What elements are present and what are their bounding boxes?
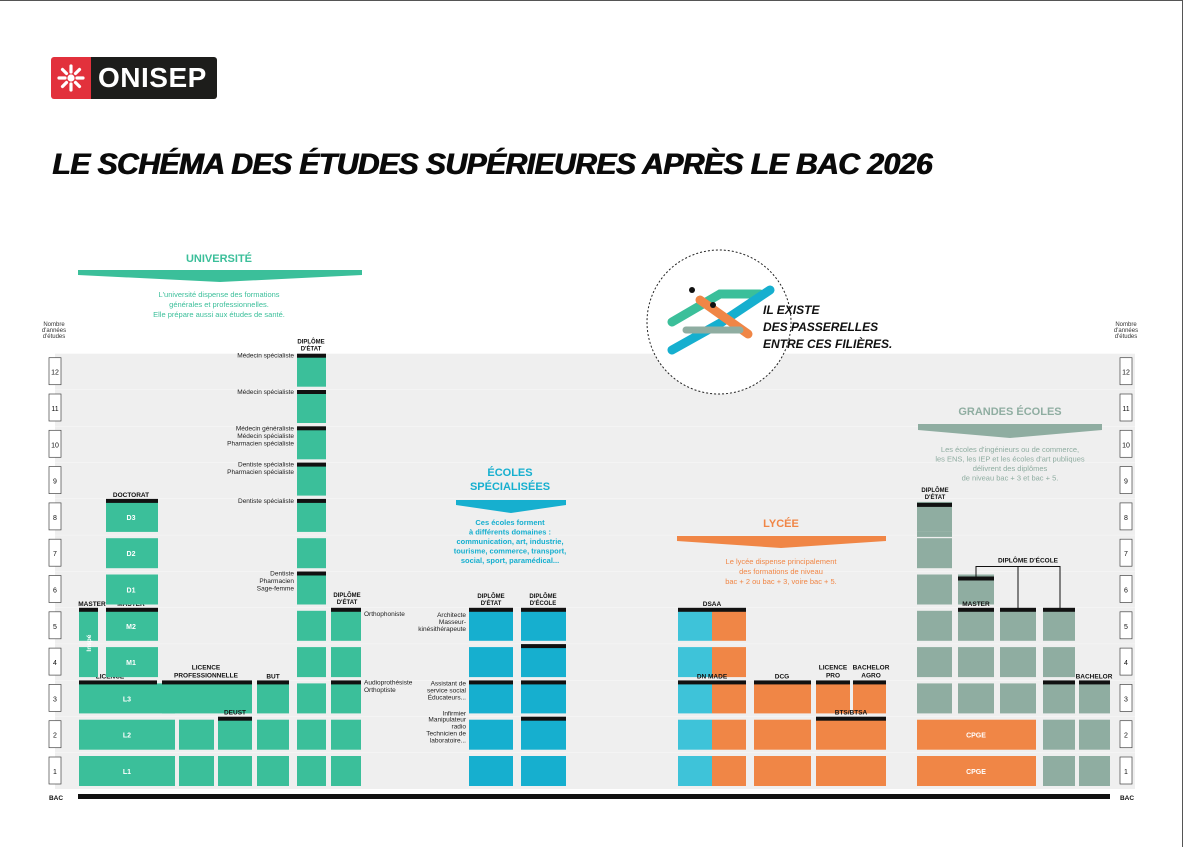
- year-number: 7: [53, 551, 57, 559]
- ecoles-desc: tourisme, commerce, transport,: [453, 546, 567, 556]
- ecole-diplome-etat-label: DIPLÔME: [477, 593, 505, 600]
- axis-header: Nombre: [1115, 322, 1137, 328]
- master-bar: [79, 608, 98, 612]
- year-number: 6: [53, 587, 57, 595]
- lp-bar: [162, 680, 252, 684]
- dn-made-block: [678, 683, 712, 713]
- axis-header: d'études: [42, 334, 66, 340]
- sante-block: [297, 357, 326, 387]
- sante-label: Pharmacien spécialiste: [227, 440, 294, 448]
- sante-label: Dentiste spécialiste: [238, 461, 294, 469]
- bts-block: [816, 720, 886, 750]
- ge-ecole-block: [1000, 647, 1036, 677]
- inspe-label: Inspé: [86, 634, 93, 652]
- sante-label: Médecin spécialiste: [237, 432, 294, 440]
- year-number: 9: [53, 478, 57, 486]
- ge-bachelor-block: [1079, 720, 1110, 750]
- ge-ecole-block: [1043, 611, 1075, 641]
- audio-label: Orthoptiste: [364, 686, 396, 694]
- job-label: kinésithérapeute: [418, 625, 466, 633]
- ge-master-block: [958, 611, 994, 641]
- d2-label: D2: [126, 551, 136, 559]
- bagro-label: AGRO: [861, 672, 881, 680]
- m2-label: M2: [126, 623, 136, 631]
- dn-made-block: [678, 756, 712, 786]
- dsaa-block: [712, 611, 746, 641]
- ge-bachelor-block: [1043, 756, 1075, 786]
- sante-label: Dentiste: [270, 570, 294, 578]
- doctorat-bar: [106, 499, 158, 503]
- ge-etat-block: [917, 575, 952, 605]
- year-band: [55, 499, 1135, 535]
- year-number: 5: [53, 623, 57, 631]
- ge-etat-block: [917, 532, 952, 537]
- sante-diplome-label: DIPLÔME: [297, 339, 325, 346]
- year-number: 9: [1124, 478, 1128, 486]
- ge-etat-bar: [917, 503, 952, 507]
- bts-label: BTS/BTSA: [834, 709, 868, 717]
- ecole-diplome-ecole-label: D'ÉCOLE: [529, 600, 557, 607]
- ecoles-desc: à différents domaines :: [468, 527, 552, 537]
- lp-block: [179, 756, 214, 786]
- ge-etat-block: [917, 647, 952, 677]
- bac-label: BAC: [48, 795, 64, 802]
- bagro-label: BACHELOR: [852, 664, 890, 672]
- sante-label: Sage-femme: [256, 585, 294, 593]
- l1-label: L1: [122, 769, 132, 776]
- lp-label: PROFESSIONNELLE: [174, 672, 238, 680]
- paramed-block: [331, 720, 361, 750]
- m1-label: M1: [126, 660, 136, 668]
- page-title: LE SCHÉMA DES ÉTUDES SUPÉRIEURES APRÈS LE BAC 2026: [52, 148, 932, 181]
- lpro-label: PRO: [825, 672, 841, 680]
- axis-header: d'années: [41, 328, 67, 334]
- ge-etat-block: [917, 683, 952, 713]
- cpge-label: CPGE: [966, 732, 986, 740]
- sante-block: [297, 502, 326, 532]
- ge-etat-block: [917, 538, 952, 568]
- l3-label: L3: [122, 696, 132, 704]
- paramed-block: [331, 683, 361, 713]
- sante-bar: [297, 572, 326, 576]
- paramed-block: [331, 756, 361, 786]
- grandes-desc: Les écoles d'ingénieurs ou de commerce,: [940, 445, 1080, 454]
- person-icon: [710, 302, 716, 308]
- job-label: Architecte: [437, 611, 466, 619]
- deust-block: [218, 756, 252, 786]
- year-number: 3: [53, 696, 57, 704]
- dn-made-block: [712, 756, 746, 786]
- d1-label: D1: [126, 587, 136, 595]
- ge-ecole-block: [1043, 683, 1075, 713]
- person-icon: [689, 287, 695, 293]
- ge-ecole-block: [1000, 611, 1036, 641]
- lycee-title: LYCÉE: [763, 518, 799, 530]
- year-number: 4: [1124, 660, 1128, 668]
- bachelor-bar: [1079, 680, 1110, 684]
- l2-label: L2: [122, 732, 132, 740]
- sante-bar: [297, 499, 326, 503]
- paramed-diplome-label: D'ÉTAT: [336, 599, 358, 606]
- doctorat-label: DOCTORAT: [112, 491, 150, 499]
- ecole-diplome-ecole-label: DIPLÔME: [529, 593, 557, 600]
- ge-bachelor-block: [1079, 683, 1110, 713]
- cpge-label: CPGE: [966, 769, 986, 776]
- year-number: 12: [51, 369, 59, 377]
- passerelles-text: DES PASSERELLES: [763, 320, 879, 334]
- bac-label: BAC: [1119, 795, 1135, 802]
- dcg-block: [754, 756, 811, 786]
- year-band: [55, 535, 1135, 571]
- grandes-desc: de niveau bac + 3 et bac + 5.: [961, 473, 1059, 483]
- ge-diplome-etat-label: DIPLÔME: [921, 487, 949, 494]
- dsaa-bar: [678, 608, 746, 612]
- dn-made-block: [678, 611, 712, 641]
- ge-bachelor-block: [1043, 720, 1075, 750]
- ecole-diplome-etat-label: D'ÉTAT: [480, 600, 502, 607]
- universite-desc: Elle prépare aussi aux études de santé.: [153, 310, 285, 319]
- sante-label: Pharmacien spécialiste: [227, 469, 294, 477]
- paramed-block: [331, 611, 361, 641]
- sante-block: [297, 429, 326, 459]
- sante-block: [297, 611, 326, 641]
- ecoles-title: SPÉCIALISÉES: [469, 481, 551, 493]
- lycee-desc: bac + 2 ou bac + 3, voire bac + 5.: [725, 577, 837, 586]
- lpro-label: LICENCE: [818, 664, 848, 672]
- ecole-ecole-block: [521, 683, 566, 713]
- dsaa-label: DSAA: [702, 600, 722, 608]
- bts-bar: [816, 717, 886, 721]
- ecoles-desc: social, sport, paramédical...: [460, 556, 560, 565]
- year-number: 11: [1122, 406, 1130, 413]
- sante-block: [297, 538, 326, 568]
- ecole-etat-block: [469, 683, 513, 713]
- deust-label: DEUST: [223, 709, 247, 717]
- master-bar: [106, 608, 158, 612]
- year-number: 1: [1124, 769, 1128, 776]
- year-number: 10: [1122, 442, 1130, 450]
- ge-master-bar: [958, 608, 994, 612]
- sante-block: [297, 683, 326, 713]
- ge-etat-block: [917, 611, 952, 641]
- ecole-etat-block: [469, 756, 513, 786]
- year-number: 7: [1124, 551, 1128, 559]
- dcg-bar: [754, 680, 811, 684]
- ecole-etat-block: [469, 720, 513, 750]
- ecole-bar: [521, 644, 566, 648]
- sante-block: [297, 647, 326, 677]
- orthophoniste-label: Orthophoniste: [364, 610, 405, 618]
- job-label: Éducateurs...: [427, 694, 466, 702]
- grandes-desc: les ENS, les IEP et les écoles d'art publiques: [935, 454, 1085, 464]
- deust-block: [218, 720, 252, 750]
- universite-title: UNIVERSITÉ: [185, 253, 253, 265]
- lycee-desc: Le lycée dispense principalement: [725, 557, 837, 566]
- paramed-bar: [331, 608, 361, 612]
- sante-label: Médecin spécialiste: [237, 389, 294, 396]
- ecole-ecole-block: [521, 756, 566, 786]
- onisep-wordmark: ONISEP: [91, 57, 217, 99]
- but-bar: [257, 680, 289, 684]
- ge-ecole-block: [1000, 683, 1036, 713]
- sante-block: [297, 466, 326, 496]
- lpro-bar: [816, 680, 850, 684]
- job-label: Manipulateur: [428, 716, 466, 724]
- year-number: 12: [1122, 369, 1130, 377]
- year-number: 3: [1124, 696, 1128, 704]
- ge-master-block: [958, 647, 994, 677]
- year-number: 8: [1124, 514, 1128, 522]
- bagro-bar: [853, 680, 886, 684]
- year-number: 1: [53, 769, 57, 776]
- year-number: 11: [51, 406, 59, 413]
- dn-made-block: [712, 683, 746, 713]
- ge-ecole-bar: [1043, 680, 1075, 684]
- year-number: 4: [53, 660, 57, 668]
- year-number: 10: [51, 442, 59, 450]
- lycee-desc: des formations de niveau: [739, 567, 823, 576]
- ecole-bar: [521, 608, 566, 612]
- ge-bachelor-block: [1079, 756, 1110, 786]
- sante-block: [297, 393, 326, 423]
- ecoles-desc: Ces écoles forment: [475, 518, 545, 527]
- year-number: 2: [1124, 732, 1128, 740]
- dn-made-label: DN MADE: [696, 673, 728, 681]
- bts-block: [816, 756, 886, 786]
- universite-desc: générales et professionnelles.: [169, 300, 269, 309]
- job-label: Assistant de: [430, 680, 466, 688]
- sante-bar: [297, 390, 326, 394]
- ecole-etat-block: [469, 611, 513, 641]
- job-label: Masseur-: [438, 618, 466, 626]
- ecole-ecole-block: [521, 647, 566, 677]
- bac-line: [78, 794, 1110, 799]
- ecole-etat-block: [469, 647, 513, 677]
- ecole-bar: [469, 680, 513, 684]
- sante-label: Médecin généraliste: [235, 425, 294, 433]
- ecoles-title: ÉCOLES: [487, 467, 533, 479]
- job-label: service social: [426, 687, 466, 695]
- year-number: 5: [1124, 623, 1128, 631]
- year-number: 8: [53, 514, 57, 522]
- ge-ecole-bar: [1043, 608, 1075, 612]
- sante-block: [297, 720, 326, 750]
- sante-label: Dentiste spécialiste: [238, 497, 294, 505]
- dn-made-block: [678, 720, 712, 750]
- ecole-bar: [469, 608, 513, 612]
- lp-block: [179, 720, 214, 750]
- axis-header: d'années: [1113, 328, 1139, 334]
- dcg-block: [754, 720, 811, 750]
- dcg-label: DCG: [774, 673, 790, 681]
- bachelor-label: BACHELOR: [1075, 673, 1113, 681]
- job-label: Technicien de: [426, 730, 466, 738]
- passerelles-text: IL EXISTE: [763, 303, 820, 317]
- year-number: 2: [53, 732, 57, 740]
- audio-label: Audioprothésiste: [364, 679, 413, 687]
- paramed-block: [331, 647, 361, 677]
- ecoles-desc: communication, art, industrie,: [456, 537, 564, 546]
- axis-header: d'études: [1114, 334, 1138, 340]
- sante-block: [297, 756, 326, 786]
- ecole-bar: [521, 717, 566, 721]
- ecole-ecole-block: [521, 611, 566, 641]
- ge-master-block: [958, 683, 994, 713]
- grandes-desc: délivrent des diplômes: [972, 464, 1048, 473]
- ge-master-label: MASTER: [962, 600, 990, 608]
- dn-made-block: [712, 720, 746, 750]
- year-number: 6: [1124, 587, 1128, 595]
- but-label: BUT: [266, 673, 280, 681]
- job-label: Infirmier: [442, 710, 466, 718]
- sante-bar: [297, 426, 326, 430]
- job-label: laboratoire...: [429, 737, 466, 745]
- sante-block: [297, 575, 326, 605]
- job-label: radio: [451, 723, 466, 731]
- master-label: MASTER: [78, 600, 106, 608]
- axis-header: Nombre: [43, 322, 65, 328]
- universite-arrow: [78, 270, 362, 282]
- paramed-bar: [331, 680, 361, 684]
- d3-label: D3: [126, 514, 136, 522]
- ge-ecole-block: [1043, 647, 1075, 677]
- sante-bar: [297, 463, 326, 467]
- lp-label: LICENCE: [191, 664, 221, 672]
- but-block: [257, 683, 289, 713]
- dn-made-bar: [678, 680, 746, 684]
- paramed-diplome-label: DIPLÔME: [333, 592, 361, 599]
- passerelles-text: ENTRE CES FILIÈRES.: [763, 337, 893, 351]
- ecole-ecole-block: [521, 720, 566, 750]
- year-band: [55, 354, 1135, 390]
- ge-diplome-ecole-label: DIPLÔME D'ÉCOLE: [997, 557, 1059, 565]
- dcg-block: [754, 683, 811, 713]
- ecole-bar: [521, 680, 566, 684]
- sante-label: Pharmacien: [259, 578, 294, 585]
- sante-bar: [297, 354, 326, 358]
- but-block: [257, 756, 289, 786]
- licence-bar: [79, 680, 157, 684]
- deust-bar: [218, 717, 252, 721]
- but-block: [257, 720, 289, 750]
- sante-label: Médecin spécialiste: [237, 352, 294, 360]
- grandes-title: GRANDES ÉCOLES: [958, 406, 1062, 418]
- ge-diplome-etat-label: D'ÉTAT: [924, 494, 946, 501]
- sante-diplome-label: D'ÉTAT: [300, 346, 322, 353]
- universite-desc: L'université dispense des formations: [158, 290, 280, 299]
